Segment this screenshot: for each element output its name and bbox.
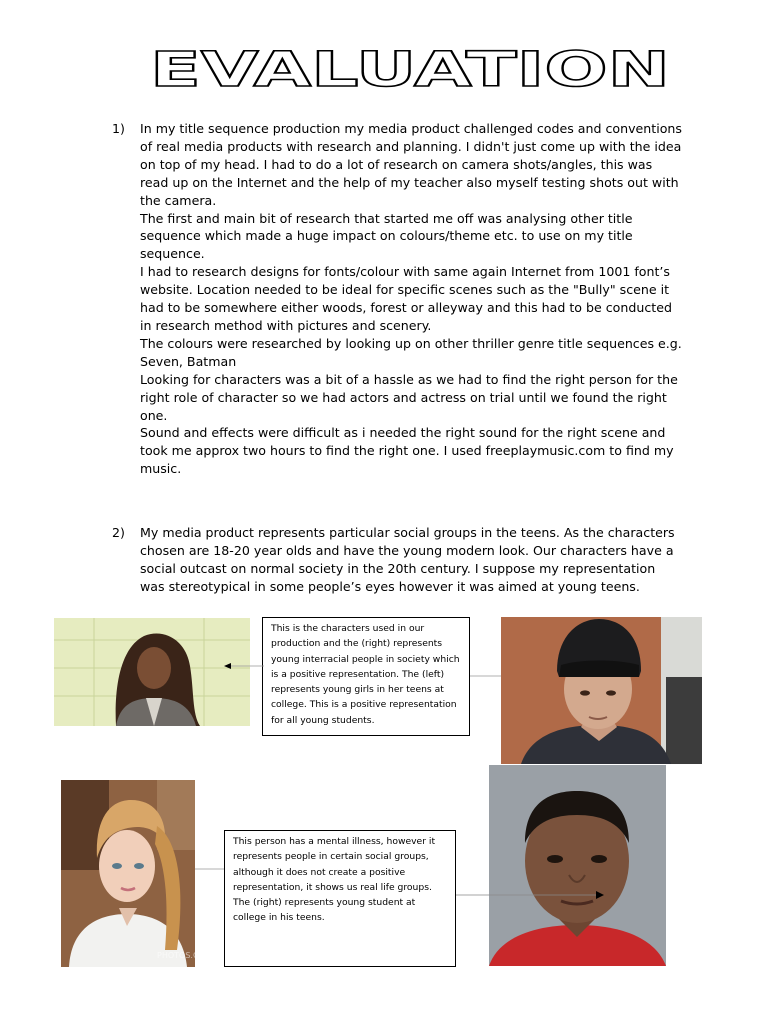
caption-box-1: This is the characters used in our production and the (right) represents young interracial people in society which is a positive representation. The (left) represents young girls in her teens at college. This is a positive representation for all young students. bbox=[262, 617, 470, 736]
paragraph: I had to research designs for fonts/colour with same again Internet from 1001 font’s website. Location needed to be ideal for specific scenes such as the "Bully" scene it had to be somewhere either woods, forest or alleyway and this had to be conducted in research method with pictures and scenery. bbox=[140, 264, 672, 333]
question-1 bbox=[112, 120, 682, 478]
photo-young-man-beanie bbox=[501, 617, 702, 764]
paragraph: Looking for characters was a bit of a hassle as we had to find the right person for the right role of character so we had actors and actress on trial until we found the right one. bbox=[140, 371, 678, 423]
paragraph: The first and main bit of research that started me off was analysing other title sequence which made a huge impact on colours/theme etc. to use on my title sequence. bbox=[140, 210, 633, 262]
paragraph: My media product represents particular social groups in the teens. As the characters chosen are 18-20 year olds and have the young modern look. Our characters have a social outcast on normal society in the 20th century. I suppose my representation was stereotypical in some people’s eyes however it was aimed at young teens. bbox=[140, 525, 675, 594]
photo-blonde-girl bbox=[61, 780, 212, 967]
connector-line bbox=[470, 670, 502, 682]
paragraph: In my title sequence production my media product challenged codes and conventions of real media products with research and planning. I didn't just come up with the idea on top of my head. I had to do a lot of research on camera shots/angles, this was read up on the Internet and the help of my teacher also myself testing shots out with the camera. bbox=[140, 121, 682, 208]
question-number: 2) bbox=[112, 525, 125, 540]
paragraph: The colours were researched by looking up on other thriller genre title sequences e.g. Seven, Batman bbox=[140, 335, 682, 369]
caption-box-2: This person has a mental illness, however it represents people in certain social groups, although it does not create a positive representation, it shows us real life groups. The (right) represents young student at college in his teens. bbox=[224, 830, 456, 967]
page-title bbox=[148, 40, 672, 96]
question-2-body bbox=[140, 524, 682, 596]
photo-young-man-closeup bbox=[489, 765, 666, 966]
photo-girl-curly-hair bbox=[54, 618, 250, 726]
photo-watermark: PHOTOS.COM bbox=[157, 951, 212, 960]
question-number: 1) bbox=[112, 121, 125, 136]
question-2 bbox=[112, 524, 682, 596]
arrow-left-icon bbox=[222, 660, 264, 672]
paragraph: Sound and effects were difficult as i needed the right sound for the right scene and took me approx two hours to find the right one. I used freeplaymusic.com to find my music. bbox=[140, 425, 674, 477]
arrow-right-icon bbox=[456, 888, 606, 902]
question-1-body bbox=[140, 120, 682, 478]
page-title-text: EVALUATION bbox=[150, 42, 670, 98]
connector-line bbox=[195, 863, 225, 875]
